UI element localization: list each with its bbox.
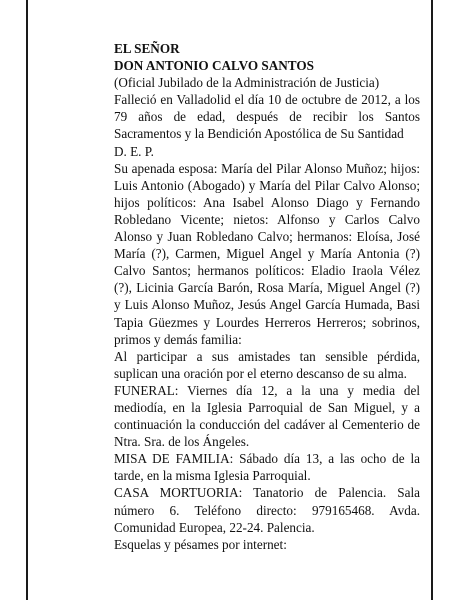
left-border-rule xyxy=(26,0,28,600)
family-mass-details: MISA DE FAMILIA: Sábado día 13, a las ocho de la tarde, en la misma Iglesia Parroquial. xyxy=(114,451,420,484)
internet-condolences: Esquelas y pésames por internet: xyxy=(114,536,287,552)
prayer-request: Al participar a sus amistades tan sensible pérdida, suplican una oración por el eterno descanso de su alma. xyxy=(114,348,420,381)
notice-title-name: DON ANTONIO CALVO SANTOS xyxy=(114,58,314,74)
notice-title-line-1: EL SEÑOR xyxy=(114,41,180,56)
death-announcement: Falleció en Valladolid el día 10 de octubre de 2012, a los 79 años de edad, después de recibir los Santos Sacramentos y la Bendición Apostólica de Su Santidad xyxy=(114,92,420,142)
obituary-notice xyxy=(114,40,420,553)
dep-line: D. E. P. xyxy=(114,143,154,159)
family-list: Su apenada esposa: María del Pilar Alonso Muñoz; hijos: Luis Antonio (Abogado) y María del Pilar Calvo Alonso; hijos políticos: Ana Isabel Alonso Diago y Fernando Robledano Vicente; nietos: Alfonso y Carlos Calvo Alonso y Juan Robledano Calvo; hermanos: Eloísa, José María (?), Carmen, Miguel Angel y María Antonia (?) Calvo Santos; hermanos políticos: Eladio Iraola Vélez (?), Licinia García Barón, Rosa María, Miguel Angel (?) y Luis Alonso Muñoz, Jesús Angel García Humada, Basi Tapia Güezmes y Lourdes Herreros Herreros; sobrinos, primos y demás familia: xyxy=(114,160,420,347)
right-border-rule xyxy=(431,0,433,600)
funeral-details: FUNERAL: Viernes día 12, a la una y media del mediodía, en la Iglesia Parroquial de San Miguel, y a continuación la conducción del cadáver al Cementerio de Ntra. Sra. de los Ángeles. xyxy=(114,382,420,450)
deceased-role: (Oficial Jubilado de la Administración de Justicia) xyxy=(114,75,380,91)
mortuary-details: CASA MORTUORIA: Tanatorio de Palencia. Sala número 6. Teléfono directo: 979165468. Avda. Comunidad Europea, 22-24. Palencia. xyxy=(114,485,420,535)
